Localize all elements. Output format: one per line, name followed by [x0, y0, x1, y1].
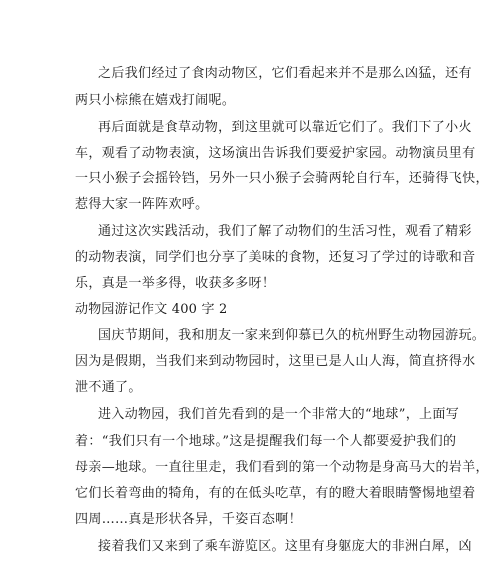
text-line: 着：“我们只有一个地球。”这是提醒我们每一个人都要爱护我们的	[75, 434, 457, 449]
section-heading: 动物园游记作文 400 字 2	[75, 302, 228, 317]
text-line: 因为是假期，当我们来到动物园时，这里已是人山人海，简直挤得水	[75, 354, 476, 369]
text-line: 之后我们经过了食肉动物区，它们看起来并不是那么凶猛，还有	[98, 66, 472, 81]
text-line: 两只小棕熊在嬉戏打闹呢。	[75, 93, 236, 108]
text-line: 惹得大家一阵阵欢呼。	[75, 197, 209, 212]
text-line: 再后面就是食草动物，到这里就可以靠近它们了。我们下了小火	[98, 120, 472, 135]
text-line: 的动物表演，同学们也分享了美味的食物，还复习了学过的诗歌和音	[75, 250, 476, 265]
text-line: 车，观看了动物表演，这场演出告诉我们要爱护家园。动物演员里有	[75, 146, 476, 161]
text-line: 国庆节期间，我和朋友一家来到仰慕已久的杭州野生动物园游玩。	[98, 328, 486, 343]
text-line: 通过这次实践活动，我们了解了动物们的生活习性，观看了精彩	[98, 224, 472, 239]
text-line: 四周……真是形状各异，千姿百态啊！	[75, 512, 302, 527]
text-line: 母亲—地球。一直往里走，我们看到的第一个动物是身高马大的岩羊，	[75, 460, 489, 475]
text-line: 接着我们又来到了乘车游览区。这里有身躯庞大的非洲白犀，凶	[98, 539, 472, 554]
text-line: 乐，真是一举多得，收获多多呀！	[75, 276, 276, 291]
text-line: 泄不通了。	[75, 380, 142, 395]
text-line: 一只小猴子会摇铃铛，另外一只小猴子会骑两轮自行车，还骑得飞快，	[75, 171, 489, 186]
text-line: 它们长着弯曲的犄角，有的在低头吃草，有的瞪大着眼睛警惕地望着	[75, 486, 476, 501]
text-line: 进入动物园，我们首先看到的是一个非常大的“地球”，上面写	[98, 407, 460, 422]
